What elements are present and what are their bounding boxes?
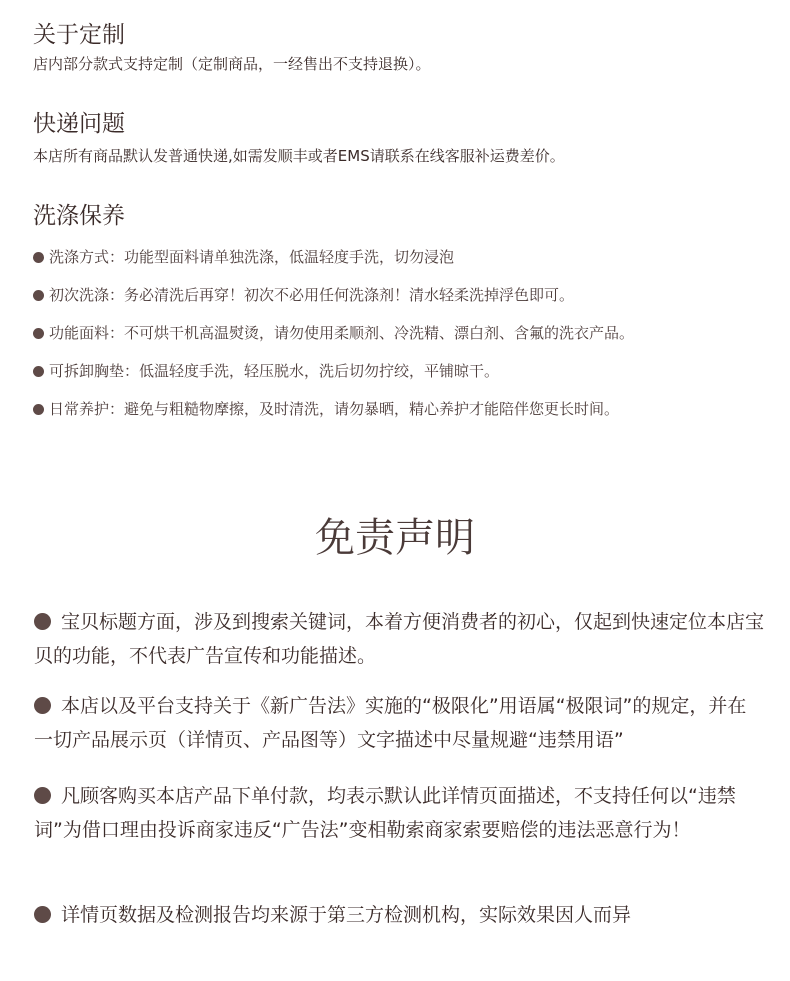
shipping-title: 快递问题: [33, 111, 125, 137]
care-item: [33, 398, 619, 420]
bullet-icon: [33, 366, 44, 377]
care-item-text: 日常养护：避免与粗糙物摩擦，及时清洗，请勿暴晒，精心养护才能陪伴您更长时间。: [49, 400, 620, 418]
custom-section: [33, 20, 770, 75]
care-item-text: 洗涤方式：功能型面料请单独洗涤，低温轻度手洗，切勿浸泡: [49, 248, 455, 266]
bullet-icon: [34, 906, 51, 923]
care-item: [33, 246, 454, 268]
disclaimer-paragraph-text: 宝贝标题方面，涉及到搜索关键词，本着方便消费者的初心，仅起到快速定位本店宝贝的功能，不代表广告宣传和功能描述。: [34, 611, 765, 667]
bullet-icon: [33, 290, 44, 301]
disclaimer-paragraph-text: 详情页数据及检测报告均来源于第三方检测机构，实际效果因人而异: [61, 904, 632, 926]
care-item: [33, 322, 634, 344]
disclaimer-paragraph-text: 本店以及平台支持关于《新广告法》实施的“极限化”用语属“极限词”的规定，并在一切产品展示页（详情页、产品图等）文字描述中尽量规避“违禁用语”: [34, 695, 747, 751]
bullet-icon: [33, 404, 44, 415]
bullet-icon: [34, 613, 51, 630]
disclaimer-paragraph: [34, 779, 764, 847]
custom-title: 关于定制: [33, 22, 125, 48]
care-item: [33, 284, 574, 306]
care-item-text: 功能面料：不可烘干机高温熨烫，请勿使用柔顺剂、冷洗精、漂白剂、含氟的洗衣产品。: [49, 324, 635, 342]
custom-text: 店内部分款式支持定制（定制商品，一经售出不支持退换）。: [33, 55, 431, 73]
disclaimer-paragraph-text: 凡顾客购买本店产品下单付款，均表示默认此详情页面描述，不支持任何以“违禁词”为借口理由投诉商家违反“广告法”变相勒索商家索要赔偿的违法恶意行为！: [34, 785, 736, 841]
bullet-icon: [34, 697, 51, 714]
disclaimer-title: 免责声明: [315, 515, 475, 561]
bullet-icon: [33, 328, 44, 339]
bullet-icon: [34, 787, 51, 804]
care-item-text: 初次洗涤：务必清洗后再穿！初次不必用任何洗涤剂！清水轻柔洗掉浮色即可。: [49, 286, 575, 304]
shipping-text: 本店所有商品默认发普通快递,如需发顺丰或者EMS请联系在线客服补运费差价。: [33, 147, 565, 165]
care-title: 洗涤保养: [33, 203, 125, 229]
disclaimer-paragraph: [34, 689, 764, 757]
care-item-text: 可拆卸胸垫：低温轻度手洗，轻压脱水，洗后切勿拧绞，平铺晾干。: [49, 362, 500, 380]
care-item: [33, 360, 499, 382]
bullet-icon: [33, 252, 44, 263]
disclaimer-paragraph: [34, 898, 764, 932]
disclaimer-paragraph: [34, 605, 764, 673]
shipping-section: [33, 109, 770, 167]
care-section: [33, 201, 770, 231]
